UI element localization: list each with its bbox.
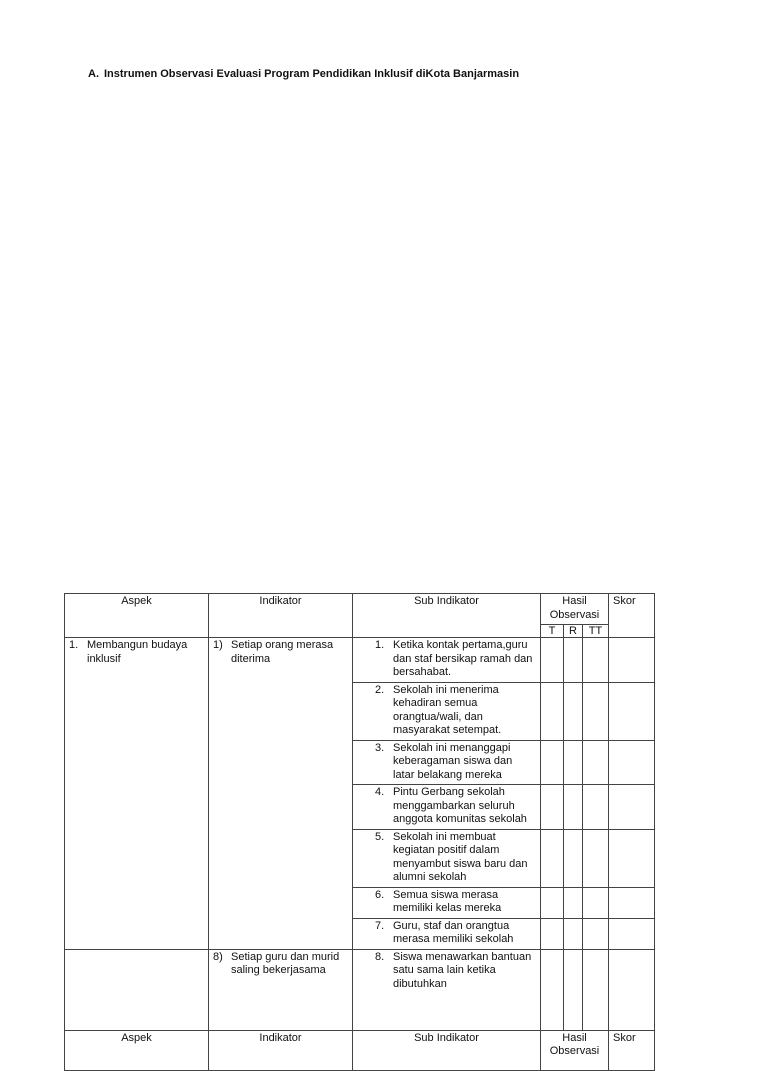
heading-text: Instrumen Observasi Evaluasi Program Pendidikan Inklusif diKota Banjarmasin bbox=[104, 68, 520, 80]
observation-table bbox=[64, 593, 655, 1071]
sub-indikator-number: 4. bbox=[375, 786, 385, 798]
skor-cell[interactable] bbox=[609, 829, 655, 887]
r-cell[interactable] bbox=[564, 887, 583, 918]
t-cell[interactable] bbox=[541, 785, 564, 830]
document-heading bbox=[88, 68, 519, 80]
t-cell[interactable] bbox=[541, 829, 564, 887]
sub-indikator-item bbox=[357, 786, 536, 827]
indikator-item bbox=[213, 951, 348, 978]
sub-indikator-item bbox=[357, 742, 536, 783]
t-cell[interactable] bbox=[541, 740, 564, 785]
header-indikator: Indikator bbox=[209, 594, 353, 638]
skor-cell[interactable] bbox=[609, 949, 655, 1030]
sub-indikator-cell bbox=[353, 887, 541, 918]
tt-cell[interactable] bbox=[583, 829, 609, 887]
tt-cell[interactable] bbox=[583, 682, 609, 740]
r-cell[interactable] bbox=[564, 829, 583, 887]
sub-indikator-number: 8. bbox=[375, 950, 385, 963]
header-r: R bbox=[564, 625, 583, 638]
indikator-number: 1) bbox=[213, 639, 223, 651]
repeat-header-skor: Skor bbox=[609, 1030, 655, 1070]
sub-indikator-text: Guru, staf dan orangtua merasa memiliki sekolah bbox=[393, 919, 514, 945]
sub-indikator-item bbox=[357, 639, 536, 680]
tt-cell[interactable] bbox=[583, 949, 609, 1030]
aspek-item bbox=[69, 639, 204, 666]
repeat-header-aspek: Aspek bbox=[65, 1030, 209, 1070]
r-cell[interactable] bbox=[564, 638, 583, 683]
indikator-cell bbox=[209, 949, 353, 1030]
tt-cell[interactable] bbox=[583, 918, 609, 949]
r-cell[interactable] bbox=[564, 682, 583, 740]
tt-cell[interactable] bbox=[583, 785, 609, 830]
sub-indikator-text: Pintu Gerbang sekolah menggambarkan seluruh anggota komunitas sekolah bbox=[393, 786, 527, 825]
aspek-cell bbox=[65, 949, 209, 1030]
sub-indikator-cell bbox=[353, 918, 541, 949]
r-cell[interactable] bbox=[564, 949, 583, 1030]
sub-indikator-text: Semua siswa merasa memiliki kelas mereka bbox=[393, 888, 502, 914]
sub-indikator-cell bbox=[353, 682, 541, 740]
tt-cell[interactable] bbox=[583, 887, 609, 918]
sub-indikator-text: Sekolah ini menanggapi keberagaman siswa dan latar belakang mereka bbox=[393, 741, 513, 781]
sub-indikator-item bbox=[357, 920, 536, 947]
repeat-header-sub-indikator: Sub Indikator bbox=[353, 1030, 541, 1070]
indikator-cell bbox=[209, 638, 353, 950]
t-cell[interactable] bbox=[541, 682, 564, 740]
sub-indikator-number: 3. bbox=[375, 741, 385, 754]
skor-cell[interactable] bbox=[609, 740, 655, 785]
header-skor: Skor bbox=[609, 594, 655, 638]
t-cell[interactable] bbox=[541, 638, 564, 683]
indikator-number: 8) bbox=[213, 950, 223, 963]
table-repeat-header-row bbox=[65, 1030, 655, 1070]
sub-indikator-item bbox=[357, 831, 536, 885]
header-hasil-observasi: Hasil Observasi bbox=[541, 594, 609, 625]
t-cell[interactable] bbox=[541, 949, 564, 1030]
sub-indikator-number: 1. bbox=[375, 639, 385, 651]
indikator-item bbox=[213, 639, 348, 666]
skor-cell[interactable] bbox=[609, 887, 655, 918]
t-cell[interactable] bbox=[541, 918, 564, 949]
header-tt: TT bbox=[583, 625, 609, 638]
aspek-number: 1. bbox=[69, 639, 79, 651]
skor-cell[interactable] bbox=[609, 918, 655, 949]
sub-indikator-text: Sekolah ini menerima kehadiran semua orangtua/wali, dan masyarakat setempat. bbox=[393, 683, 502, 736]
aspek-cell bbox=[65, 638, 209, 950]
sub-indikator-cell bbox=[353, 949, 541, 1030]
skor-cell[interactable] bbox=[609, 638, 655, 683]
sub-indikator-text: Ketika kontak pertama,guru dan staf bersikap ramah dan bersahabat. bbox=[393, 639, 533, 678]
indikator-text: Setiap orang merasa diterima bbox=[231, 639, 334, 665]
sub-indikator-number: 6. bbox=[375, 888, 385, 901]
sub-indikator-item bbox=[357, 889, 536, 916]
skor-cell[interactable] bbox=[609, 682, 655, 740]
indikator-text: Setiap guru dan murid saling bekerjasama bbox=[231, 950, 340, 976]
header-t: T bbox=[541, 625, 564, 638]
sub-indikator-cell bbox=[353, 740, 541, 785]
heading-letter: A. bbox=[88, 68, 99, 80]
sub-indikator-number: 2. bbox=[375, 683, 385, 696]
sub-indikator-text: Siswa menawarkan bantuan satu sama lain ketika dibutuhkan bbox=[393, 950, 532, 990]
sub-indikator-item bbox=[357, 684, 536, 738]
sub-indikator-item bbox=[357, 951, 536, 992]
header-aspek: Aspek bbox=[65, 594, 209, 638]
table-row bbox=[65, 638, 655, 683]
tt-cell[interactable] bbox=[583, 740, 609, 785]
repeat-header-hasil-observasi: Hasil Observasi bbox=[541, 1030, 609, 1070]
header-sub-indikator: Sub Indikator bbox=[353, 594, 541, 638]
r-cell[interactable] bbox=[564, 918, 583, 949]
skor-cell[interactable] bbox=[609, 785, 655, 830]
sub-indikator-cell bbox=[353, 785, 541, 830]
sub-indikator-number: 7. bbox=[375, 919, 385, 932]
repeat-header-indikator: Indikator bbox=[209, 1030, 353, 1070]
tt-cell[interactable] bbox=[583, 638, 609, 683]
t-cell[interactable] bbox=[541, 887, 564, 918]
sub-indikator-number: 5. bbox=[375, 830, 385, 843]
table-header-row bbox=[65, 594, 655, 625]
r-cell[interactable] bbox=[564, 740, 583, 785]
aspek-text: Membangun budaya inklusif bbox=[87, 639, 188, 665]
table-row bbox=[65, 949, 655, 1030]
sub-indikator-cell bbox=[353, 829, 541, 887]
sub-indikator-text: Sekolah ini membuat kegiatan positif dalam menyambut siswa baru dan alumni sekolah bbox=[393, 830, 528, 883]
sub-indikator-cell bbox=[353, 638, 541, 683]
r-cell[interactable] bbox=[564, 785, 583, 830]
